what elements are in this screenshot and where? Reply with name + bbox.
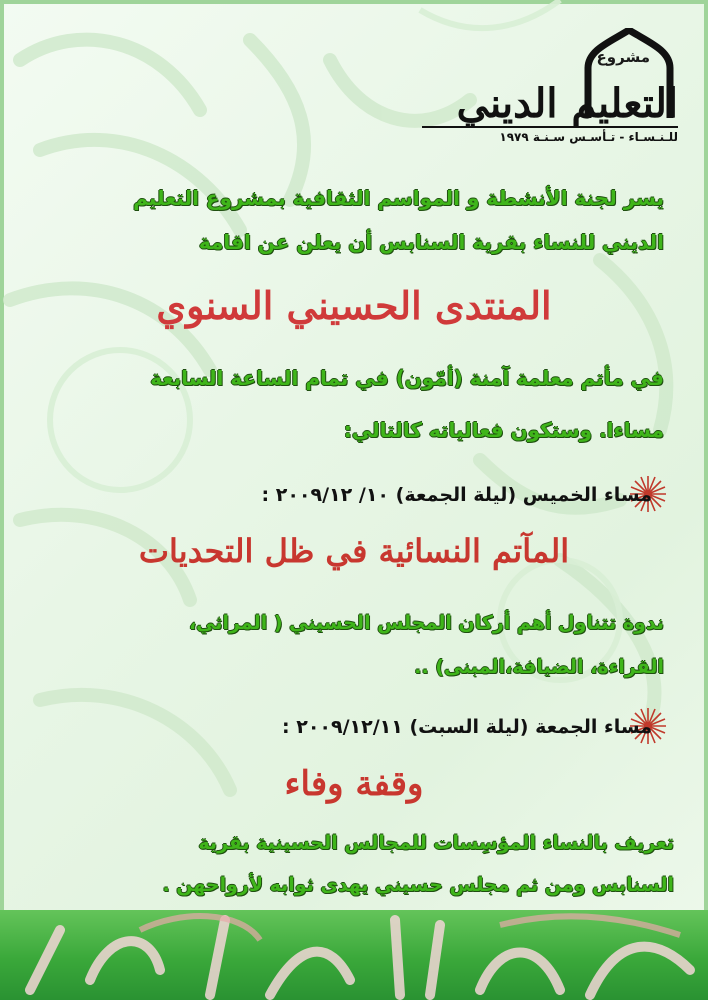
event-2-day: مساء الجمعة (ليلة السبت) ٢٠٠٩/١٢/١١ : [282,716,652,738]
logo-tagline: للـنـسـاء - تـأسـس سـنـة ١٩٧٩ [422,126,678,144]
event-2-desc-line-2: السنابس ومن ثم مجلس حسيني يهدى ثوابه لأرواحهن . [162,874,674,896]
intro-line-1: يسر لجنة الأنشطة و المواسم الثقافية بمشروع التعليم [133,186,664,210]
venue-line-1: في مأتم معلمة آمنة (أمّون) في تمام الساعة السابعة [150,366,664,390]
bottom-calligraphy-band [0,910,708,1000]
intro-line-2: الديني للنساء بقرية السنابس أن يعلن عن اقامة [198,230,664,254]
event-1-day: مساء الخميس (ليلة الجمعة) ١٠/ ٢٠٠٩/١٢ : [261,484,652,506]
event-2-desc-line-1: تعريف بالنساء المؤسِسات للمجالس الحسينية بقرية [198,832,674,854]
venue-line-2: مساءا. وستكون فعالياته كالتالي: [343,418,664,442]
event-1-desc-line-2: القراءة، الضيافة،المبنى) .. [414,656,664,678]
logo-name: التعليم الديني [456,80,678,127]
event-1-title: المآتم النسائية في ظل التحديات [138,532,570,570]
bottom-calligraphy-decoration [0,910,708,1000]
event-1-desc-line-1: ندوة تتناول أهم أركان المجلس الحسيني ( المراثي، [188,612,664,634]
main-title: المنتدى الحسيني السنوي [156,283,552,328]
logo [418,28,678,158]
event-2-title: وقفة وفاء [284,764,424,804]
logo-small-word: مشروع [596,48,650,66]
